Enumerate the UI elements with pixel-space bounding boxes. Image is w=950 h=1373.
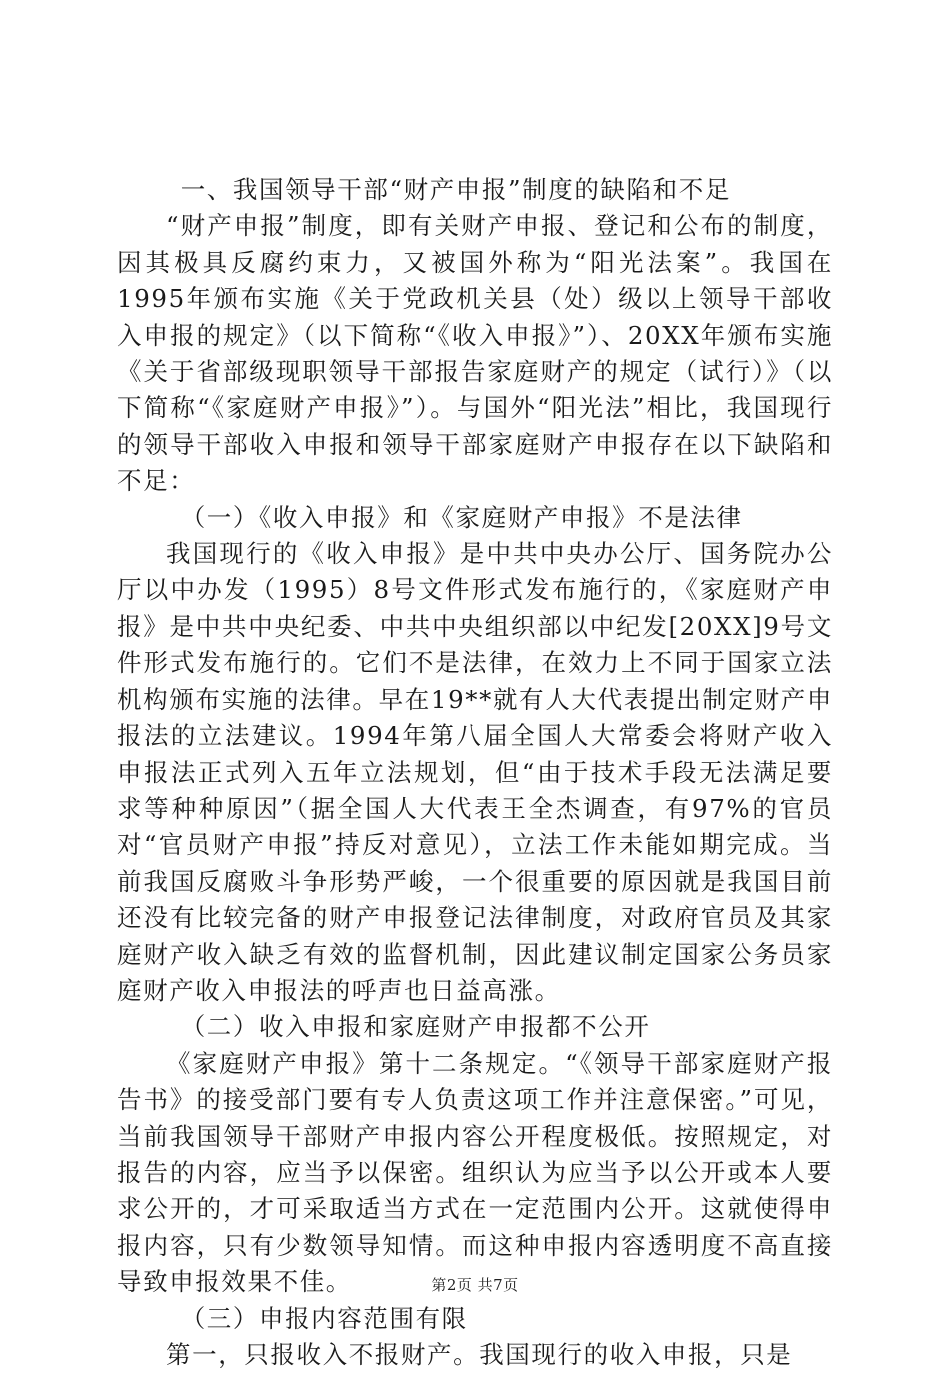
body-paragraph: 《家庭财产申报》第十二条规定。“《领导干部家庭财产报告书》的接受部门要有专人负责这项工作并注意保密。”可见，当前我国领导干部财产申报内容公开程度极低。按照规定，对报告的内容，应当予以保密。组织认为应当予以公开或本人要求公开的，才可采取适当方式在一定范围内公开。这就使得申报内容，只有少数领导知情。而这种申报内容透明度不高直接导致申报效果不佳。 (117, 1048, 833, 1297)
section-heading: 一、我国领导干部“财产申报”制度的缺陷和不足 (180, 175, 731, 204)
subsection-heading: （一）《收入申报》和《家庭财产申报》不是法律 (180, 502, 743, 532)
body-paragraph: “财产申报”制度，即有关财产申报、登记和公布的制度，因其极具反腐约束力，又被国外称为“阳光法案”。我国在1995年颁布实施《关于党政机关县（处）级以上领导干部收入申报的规定》（以下简称“《收入申报》”）、20XX年颁布实施《关于省部级现职领导干部报告家庭财产的规定（试行）》（以下简称“《家庭财产申报》”）。与国外“阳光法”相比，我国现行的领导干部收入申报和领导干部家庭财产申报存在以下缺陷和不足： (117, 211, 833, 496)
page-footer: 第2页 共7页 (431, 1276, 519, 1294)
body-paragraph: 我国现行的《收入申报》是中共中央办公厅、国务院办公厅以中办发（1995）8号文件形式发布施行的，《家庭财产申报》是中共中央纪委、中共中央组织部以中纪发[20XX]9号文件形式发布施行的。它们不是法律，在效力上不同于国家立法机构颁布实施的法律。早在19**就有人大代表提出制定财产申报法的立法建议。1994年第八届全国人大常委会将财产收入申报法正式列入五年立法规划，但“由于技术手段无法满足要求等种种原因”（据全国人大代表王全杰调查，有97%的官员对“官员财产申报”持反对意见），立法工作未能如期完成。当前我国反腐败斗争形势严峻，一个很重要的原因就是我国目前还没有比较完备的财产申报登记法律制度，对政府官员及其家庭财产收入缺乏有效的监督机制，因此建议制定国家公务员家庭财产收入申报法的呼声也日益高涨。 (117, 539, 833, 1005)
document-body (117, 172, 833, 1373)
subsection-heading: （二）收入申报和家庭财产申报都不公开 (180, 1012, 651, 1042)
body-paragraph: 第一，只报收入不报财产。我国现行的收入申报，只是 (166, 1340, 793, 1369)
subsection-heading: （三）申报内容范围有限 (180, 1303, 468, 1333)
